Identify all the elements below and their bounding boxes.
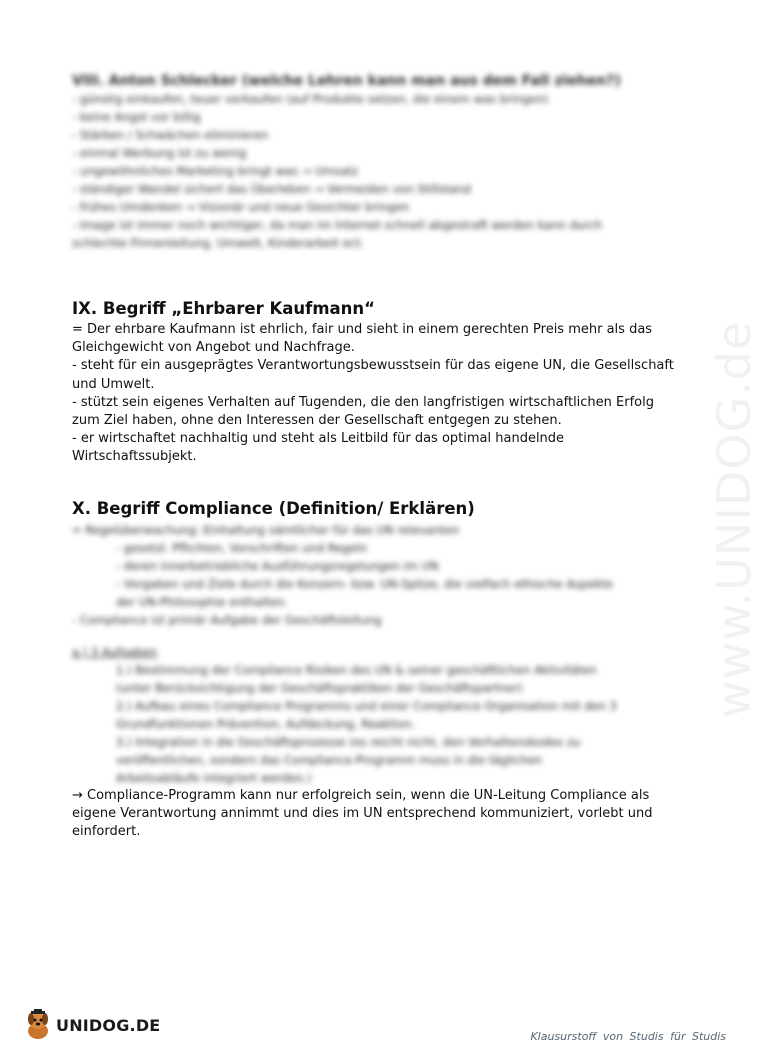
- section-10-intro: = Regelüberwachung: Einhaltung sämtlicher für das UN relevanten: [72, 523, 460, 537]
- section-8-line: - ungewöhnliches Marketing bringt was → Umsatz: [72, 164, 359, 178]
- section-8-line: - Stärken / Schwächen eliminieren: [72, 128, 269, 142]
- watermark: www.UNIDOG.de: [707, 320, 761, 718]
- section-10-task: veröffentlichen, sondern das Compliance-Programm muss in die täglichen: [116, 753, 542, 767]
- section-10-task: (unter Berücksichtigung der Geschäftspraktiken der Geschäftspartner): [116, 681, 523, 695]
- section-8-line: - ständiger Wandel sichert das Überleben → Vermeiden von Stillstand: [72, 182, 471, 196]
- section-8-line: - günstig einkaufen, teuer verkaufen (auf Produkte setzen, die einem was bringen): [72, 92, 549, 106]
- section-9-paragraph: - er wirtschaftet nachhaltig und steht als Leitbild für das optimal handelnde Wirtschaftssubjekt.: [72, 431, 565, 465]
- section-9-paragraph: = Der ehrbare Kaufmann ist ehrlich, fair und sieht in einem gerechten Preis mehr als das Gleichgewicht von Angebot und Nachfrage.: [72, 322, 653, 356]
- section-9: [72, 298, 684, 467]
- section-10-task: 2.) Aufbau eines Compliance Programms und einer Compliance Organisation mit den 3: [116, 699, 617, 713]
- section-9-paragraph: - stützt sein eigenes Verhalten auf Tugenden, die den langfristigen wirtschaftlichen Erfolg zum Ziel haben, ohne den Interessen der Gesellschaft entgegen zu stehen.: [72, 394, 654, 429]
- section-10-subheading: a.) 3 Aufgaben: [72, 645, 158, 659]
- section-10-heading: X. Begriff Compliance (Definition/ Erklären): [72, 499, 475, 518]
- section-10-task: Arbeitsabläufe integriert werden.): [116, 771, 312, 785]
- unidog-logo: [22, 1009, 160, 1041]
- section-8-line: - einmal Werbung ist zu wenig: [72, 146, 247, 160]
- logo-text: UNIDOG.DE: [56, 1015, 161, 1035]
- section-8-heading: VIII. Anton Schlecker (welche Lehren kann man aus dem Fall ziehen?): [72, 73, 621, 89]
- section-9-heading: IX. Begriff „Ehrbarer Kaufmann“: [72, 299, 376, 318]
- dog-mascot-icon: [22, 1009, 54, 1041]
- section-10-task: 1.) Bestimmung der Compliance Risiken des UN & seiner geschäftlichen Aktivitäten: [116, 663, 597, 677]
- section-10-task: 3.) Integration in die Geschäftsprozesse (es reicht nicht, den Verhaltenskodex zu: [116, 735, 581, 749]
- section-8: [72, 72, 672, 252]
- footer-tagline: Klausurstoff von Studis für Studis: [530, 1030, 726, 1043]
- section-10-bullet: - deren innerbetriebliche Ausführungsregelungen im UN: [116, 559, 439, 573]
- section-8-line: - frühes Umdenken → Visionär und neue Gesichter bringen: [72, 200, 410, 214]
- section-10-bullet: - Vorgaben und Ziele durch die Konzern- bzw. UN-Spitze, die vielfach ethische Aspekte: [116, 577, 613, 591]
- section-10-note: - Compliance ist primär Aufgabe der Geschäftsleitung: [72, 613, 382, 627]
- section-9-paragraph: - steht für ein ausgeprägtes Verantwortungsbewusstsein für das eigene UN, die Gesellschaft und Umwelt.: [72, 358, 674, 392]
- section-8-line: - keine Angst vor billig: [72, 110, 201, 124]
- section-10-bullet: der UN-Philosophie enthalten.: [116, 595, 289, 609]
- section-8-line: - Image ist immer noch wichtiger, da man im Internet schnell abgestraft werden kann durch: [72, 218, 603, 232]
- section-10-bullet: - gesetzl. Pflichten, Vorschriften und Regeln: [116, 541, 368, 555]
- section-8-line: schlechte Firmenleitung, Umwelt, Kinderarbeit ect.: [72, 236, 365, 250]
- section-10-task: Grundfunktionen Prävention, Aufdeckung, Reaktion.: [116, 717, 416, 731]
- section-10: [72, 498, 684, 842]
- section-10-conclusion: → Compliance-Programm kann nur erfolgreich sein, wenn die UN-Leitung Compliance als eigene Verantwortung annimmt und dies im UN entsprechend kommuniziert, vorlebt und einfordert.: [72, 788, 653, 840]
